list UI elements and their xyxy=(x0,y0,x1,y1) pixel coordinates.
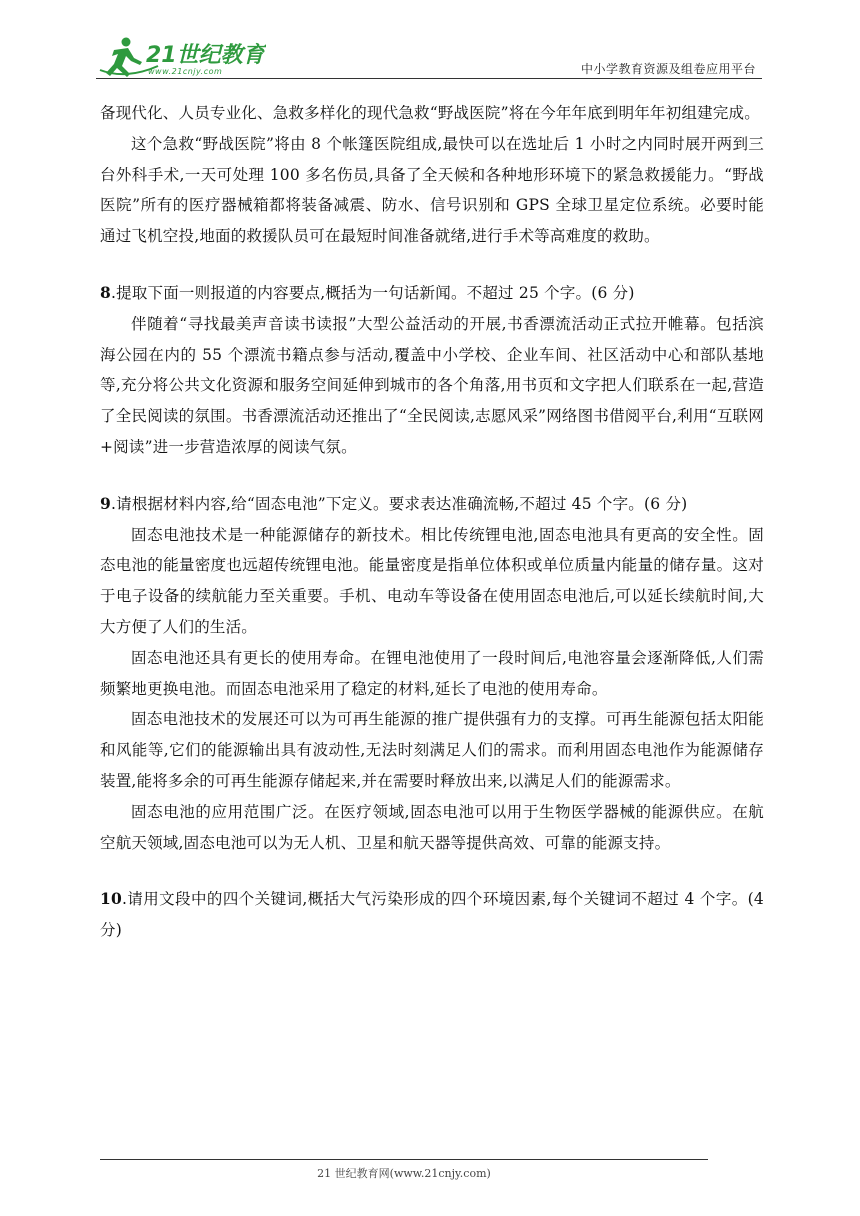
question-number: 9 xyxy=(100,493,111,513)
logo-main-text: 21世纪教育 xyxy=(146,43,265,68)
page-footer[interactable]: 21 世纪教育网(www.21cnjy.com) xyxy=(317,1167,491,1180)
question-number: 8 xyxy=(100,282,111,302)
question-9-passage-3: 固态电池技术的发展还可以为可再生能源的推广提供强有力的支撑。可再生能源包括太阳能和风能等,它们的能源输出具有波动性,无法时刻满足人们的需求。而利用固态电池作为能源储存装置,能将多余的可再生能源存储起来,并在需要时释放出来,以满足人们的能源需求。 xyxy=(100,710,764,790)
question-text: .提取下面一则报道的内容要点,概括为一句话新闻。不超过 25 个字。(6 分) xyxy=(111,283,635,302)
question-8-prompt xyxy=(100,278,764,309)
platform-name: 中小学教育资源及组卷应用平台 xyxy=(580,62,756,76)
logo-sub-text: www.21cnjy.com xyxy=(148,67,223,76)
question-9-passage-4: 固态电池的应用范围广泛。在医疗领域,固态电池可以用于生物医学器械的能源供应。在航空航天领域,固态电池可以为无人机、卫星和航天器等提供高效、可靠的能源支持。 xyxy=(100,802,764,852)
header-divider xyxy=(96,78,762,79)
question-9-passage-1: 固态电池技术是一种能源储存的新技术。相比传统锂电池,固态电池具有更高的安全性。固态电池的能量密度也远超传统锂电池。能量密度是指单位体积或单位质量内能量的储存量。这对于电子设备的续航能力至关重要。手机、电动车等设备在使用固态电池后,可以延长续航时间,大大方便了人们的生活。 xyxy=(100,525,764,636)
spacer xyxy=(100,463,764,489)
spacer xyxy=(100,858,764,884)
paragraph-top-2: 这个急救“野战医院”将由 8 个帐篷医院组成,最快可以在选址后 1 小时之内同时展开两到三台外科手术,一天可处理 100 多名伤员,具备了全天候和各种地形环境下的紧急救援能力。“野战医院”所有的医疗器械箱都将装备减震、防水、信号识别和 GPS 全球卫星定位系统。必要时能通过飞机空投,地面的救援队员可在最短时间准备就绪,进行手术等高难度的救助。 xyxy=(100,134,764,246)
question-number: 10 xyxy=(100,889,122,909)
site-logo[interactable] xyxy=(96,36,266,80)
spacer xyxy=(100,252,764,278)
question-9-prompt xyxy=(100,489,764,520)
running-figure-icon xyxy=(96,36,266,80)
question-9-passage-2: 固态电池还具有更长的使用寿命。在锂电池使用了一段时间后,电池容量会逐渐降低,人们需频繁地更换电池。而固态电池采用了稳定的材料,延长了电池的使用寿命。 xyxy=(100,648,764,698)
page-header xyxy=(0,0,860,84)
question-text: .请根据材料内容,给“固态电池”下定义。要求表达准确流畅,不超过 45 个字。(6 分) xyxy=(111,494,688,513)
footer-divider xyxy=(100,1159,708,1160)
paragraph-top-1: 备现代化、人员专业化、急救多样化的现代急救“野战医院”将在今年年底到明年年初组建完成。 xyxy=(100,104,760,122)
question-text: .请用文段中的四个关键词,概括大气污染形成的四个环境因素,每个关键词不超过 4 个字。(4 分) xyxy=(100,890,764,940)
question-10-prompt xyxy=(100,884,764,946)
question-8-passage: 伴随着“寻找最美声音读书读报”大型公益活动的开展,书香漂流活动正式拉开帷幕。包括滨海公园在内的 55 个漂流书籍点参与活动,覆盖中小学校、企业车间、社区活动中心和部队基地等,充分将公共文化资源和服务空间延伸到城市的各个角落,用书页和文字把人们联系在一起,营造了全民阅读的氛围。书香漂流活动还推出了“全民阅读,志愿风采”网络图书借阅平台,利用“互联网+阅读”进一步营造浓厚的阅读气氛。 xyxy=(100,314,764,456)
document-body xyxy=(100,98,764,946)
